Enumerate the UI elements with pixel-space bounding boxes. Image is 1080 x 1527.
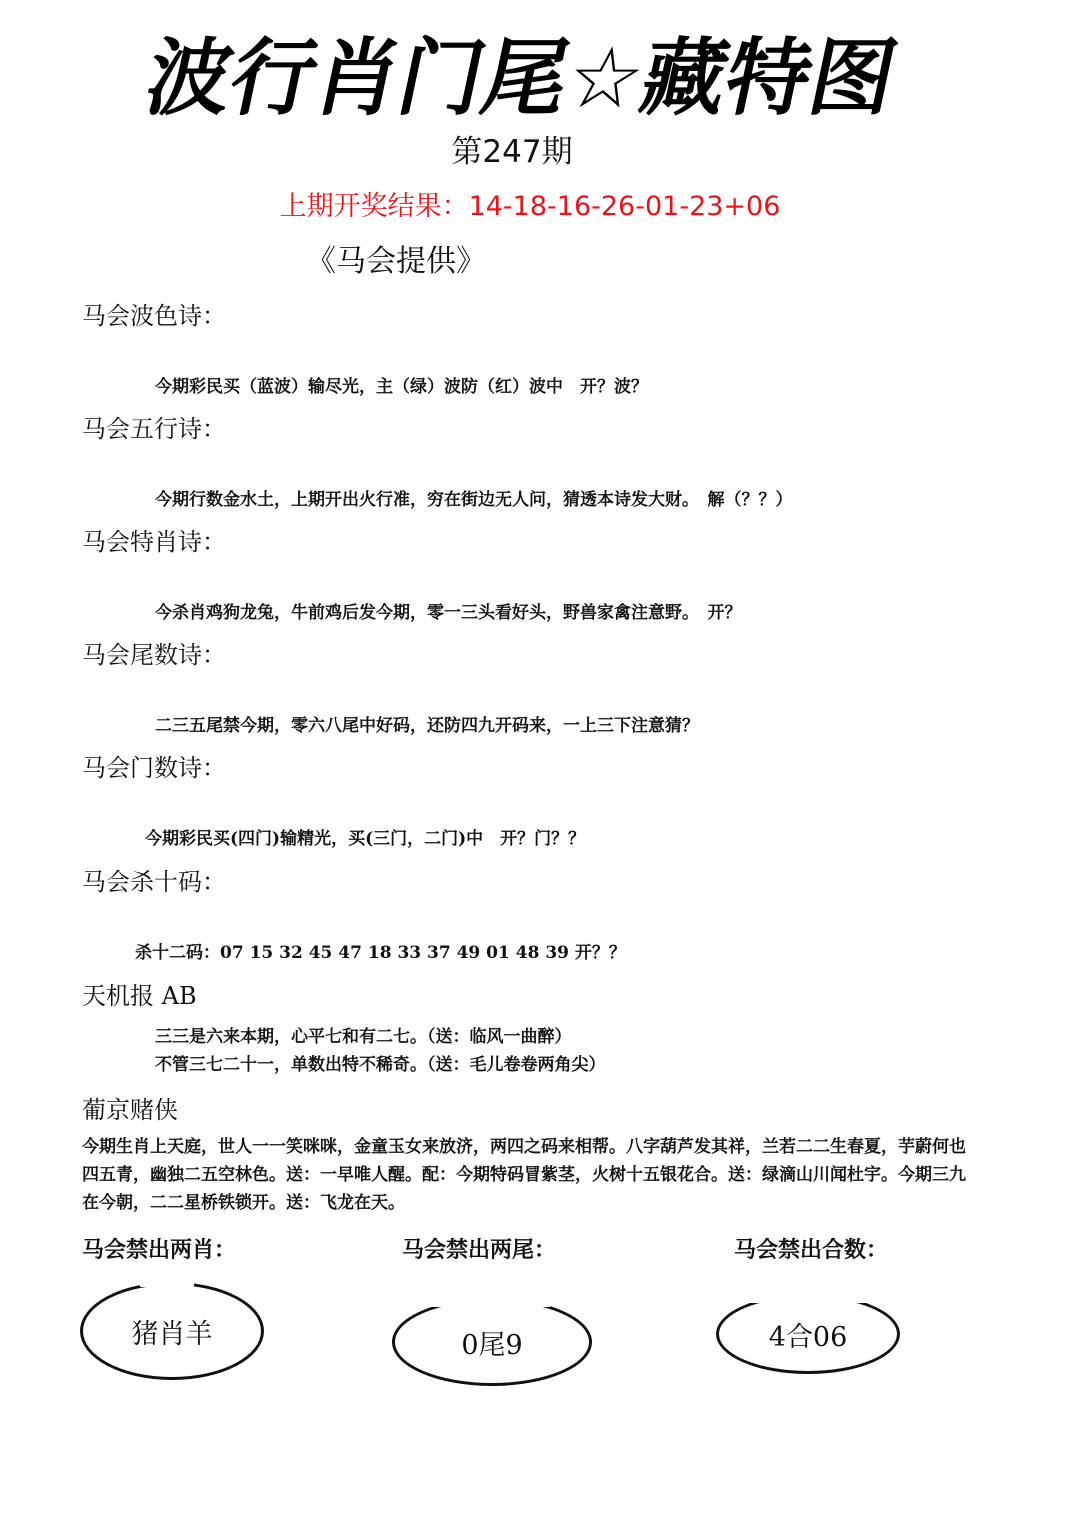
section-title-five-elements: 马会五行诗： — [82, 415, 226, 443]
banner-title — [137, 28, 906, 128]
oval-gap — [740, 1291, 874, 1303]
banner-char: 肖 — [305, 29, 411, 127]
issue-number: 第247期 — [451, 134, 573, 170]
section-title-tianji: 天机报 AB — [82, 982, 197, 1010]
ban-tail-label: 马会禁出两尾： — [402, 1238, 557, 1263]
banner-char: 尾 — [473, 29, 579, 127]
banner-char: 藏 — [632, 29, 738, 127]
section-title-pujing: 葡京赌侠 — [82, 1096, 178, 1124]
section-title-door-number: 马会门数诗： — [82, 754, 226, 782]
poem-wave-color: 今期彩民买（蓝波）输尽光，主（绿）波防（红）波中 开？波？ — [155, 377, 648, 397]
ban-sum-label: 马会禁出合数： — [734, 1238, 889, 1263]
banner-char: 行 — [221, 29, 327, 127]
poem-door-number: 今期彩民买(四门)输精光，买(三门，二门)中 开？门？？ — [145, 829, 586, 849]
poem-five-elements: 今期行数金水土，上期开出火行准，穷在街边无人问，猜透本诗发大财。 解（？？） — [155, 490, 793, 510]
star-icon: ☆ — [557, 29, 654, 127]
ban-zodiac-value: 猪肖羊 — [131, 1318, 213, 1350]
ban-sum-oval — [716, 1294, 900, 1374]
tianji-line: 三三是六来本期，心平七和有二七。（送：临风一曲醉） — [155, 1027, 572, 1047]
ban-zodiac-label: 马会禁出两肖： — [82, 1238, 237, 1263]
banner-char: 图 — [801, 29, 906, 127]
last-draw-result: 上期开奖结果：14-18-16-26-01-23+06 — [279, 191, 781, 222]
ban-tail-oval — [392, 1298, 592, 1386]
ban-tail-value: 0尾9 — [461, 1329, 523, 1361]
banner-char: 特 — [716, 29, 822, 127]
tianji-line: 不管三七二十一，单数出特不稀奇。（送：毛儿卷卷两角尖） — [155, 1055, 606, 1075]
oval-gap — [140, 1279, 194, 1287]
banner-char: 门 — [389, 29, 495, 127]
pujing-paragraph: 今期生肖上天庭，世人一一笑咪咪，金童玉女来放济，两四之码来相帮。八字葫芦发其祥，兰若二二生春夏，芋蔚何也四五青，幽独二五空林色。送：一早唯人醒。配：今期特码冒紫茎，火树十五银花合。送：绿滴山川闻杜宇。今期三九在今朝，二二星桥铁锁开。送：飞龙在天。 — [82, 1137, 966, 1213]
oval-gap — [430, 1295, 550, 1307]
section-title-special-zodiac: 马会特肖诗： — [82, 528, 226, 556]
poem-tail-number: 二三五尾禁今期，零六八尾中好码，还防四九开码来，一上三下注意猜？ — [155, 716, 699, 736]
banner-char: 波 — [137, 29, 243, 127]
provider-label: 《马会提供》 — [306, 244, 486, 279]
section-title-tail-number: 马会尾数诗： — [82, 641, 226, 669]
ban-zodiac-oval — [80, 1282, 264, 1380]
kill-twelve-numbers: 杀十二码：07 15 32 45 47 18 33 37 49 01 48 39 开？？ — [135, 943, 626, 963]
poem-special-zodiac: 今杀肖鸡狗龙兔，牛前鸡后发今期，零一三头看好头，野兽家禽注意野。 开？ — [155, 603, 742, 623]
section-title-kill-ten: 马会杀十码： — [82, 868, 226, 896]
section-title-wave-color: 马会波色诗： — [82, 302, 226, 330]
ban-sum-value: 4合06 — [768, 1321, 848, 1353]
